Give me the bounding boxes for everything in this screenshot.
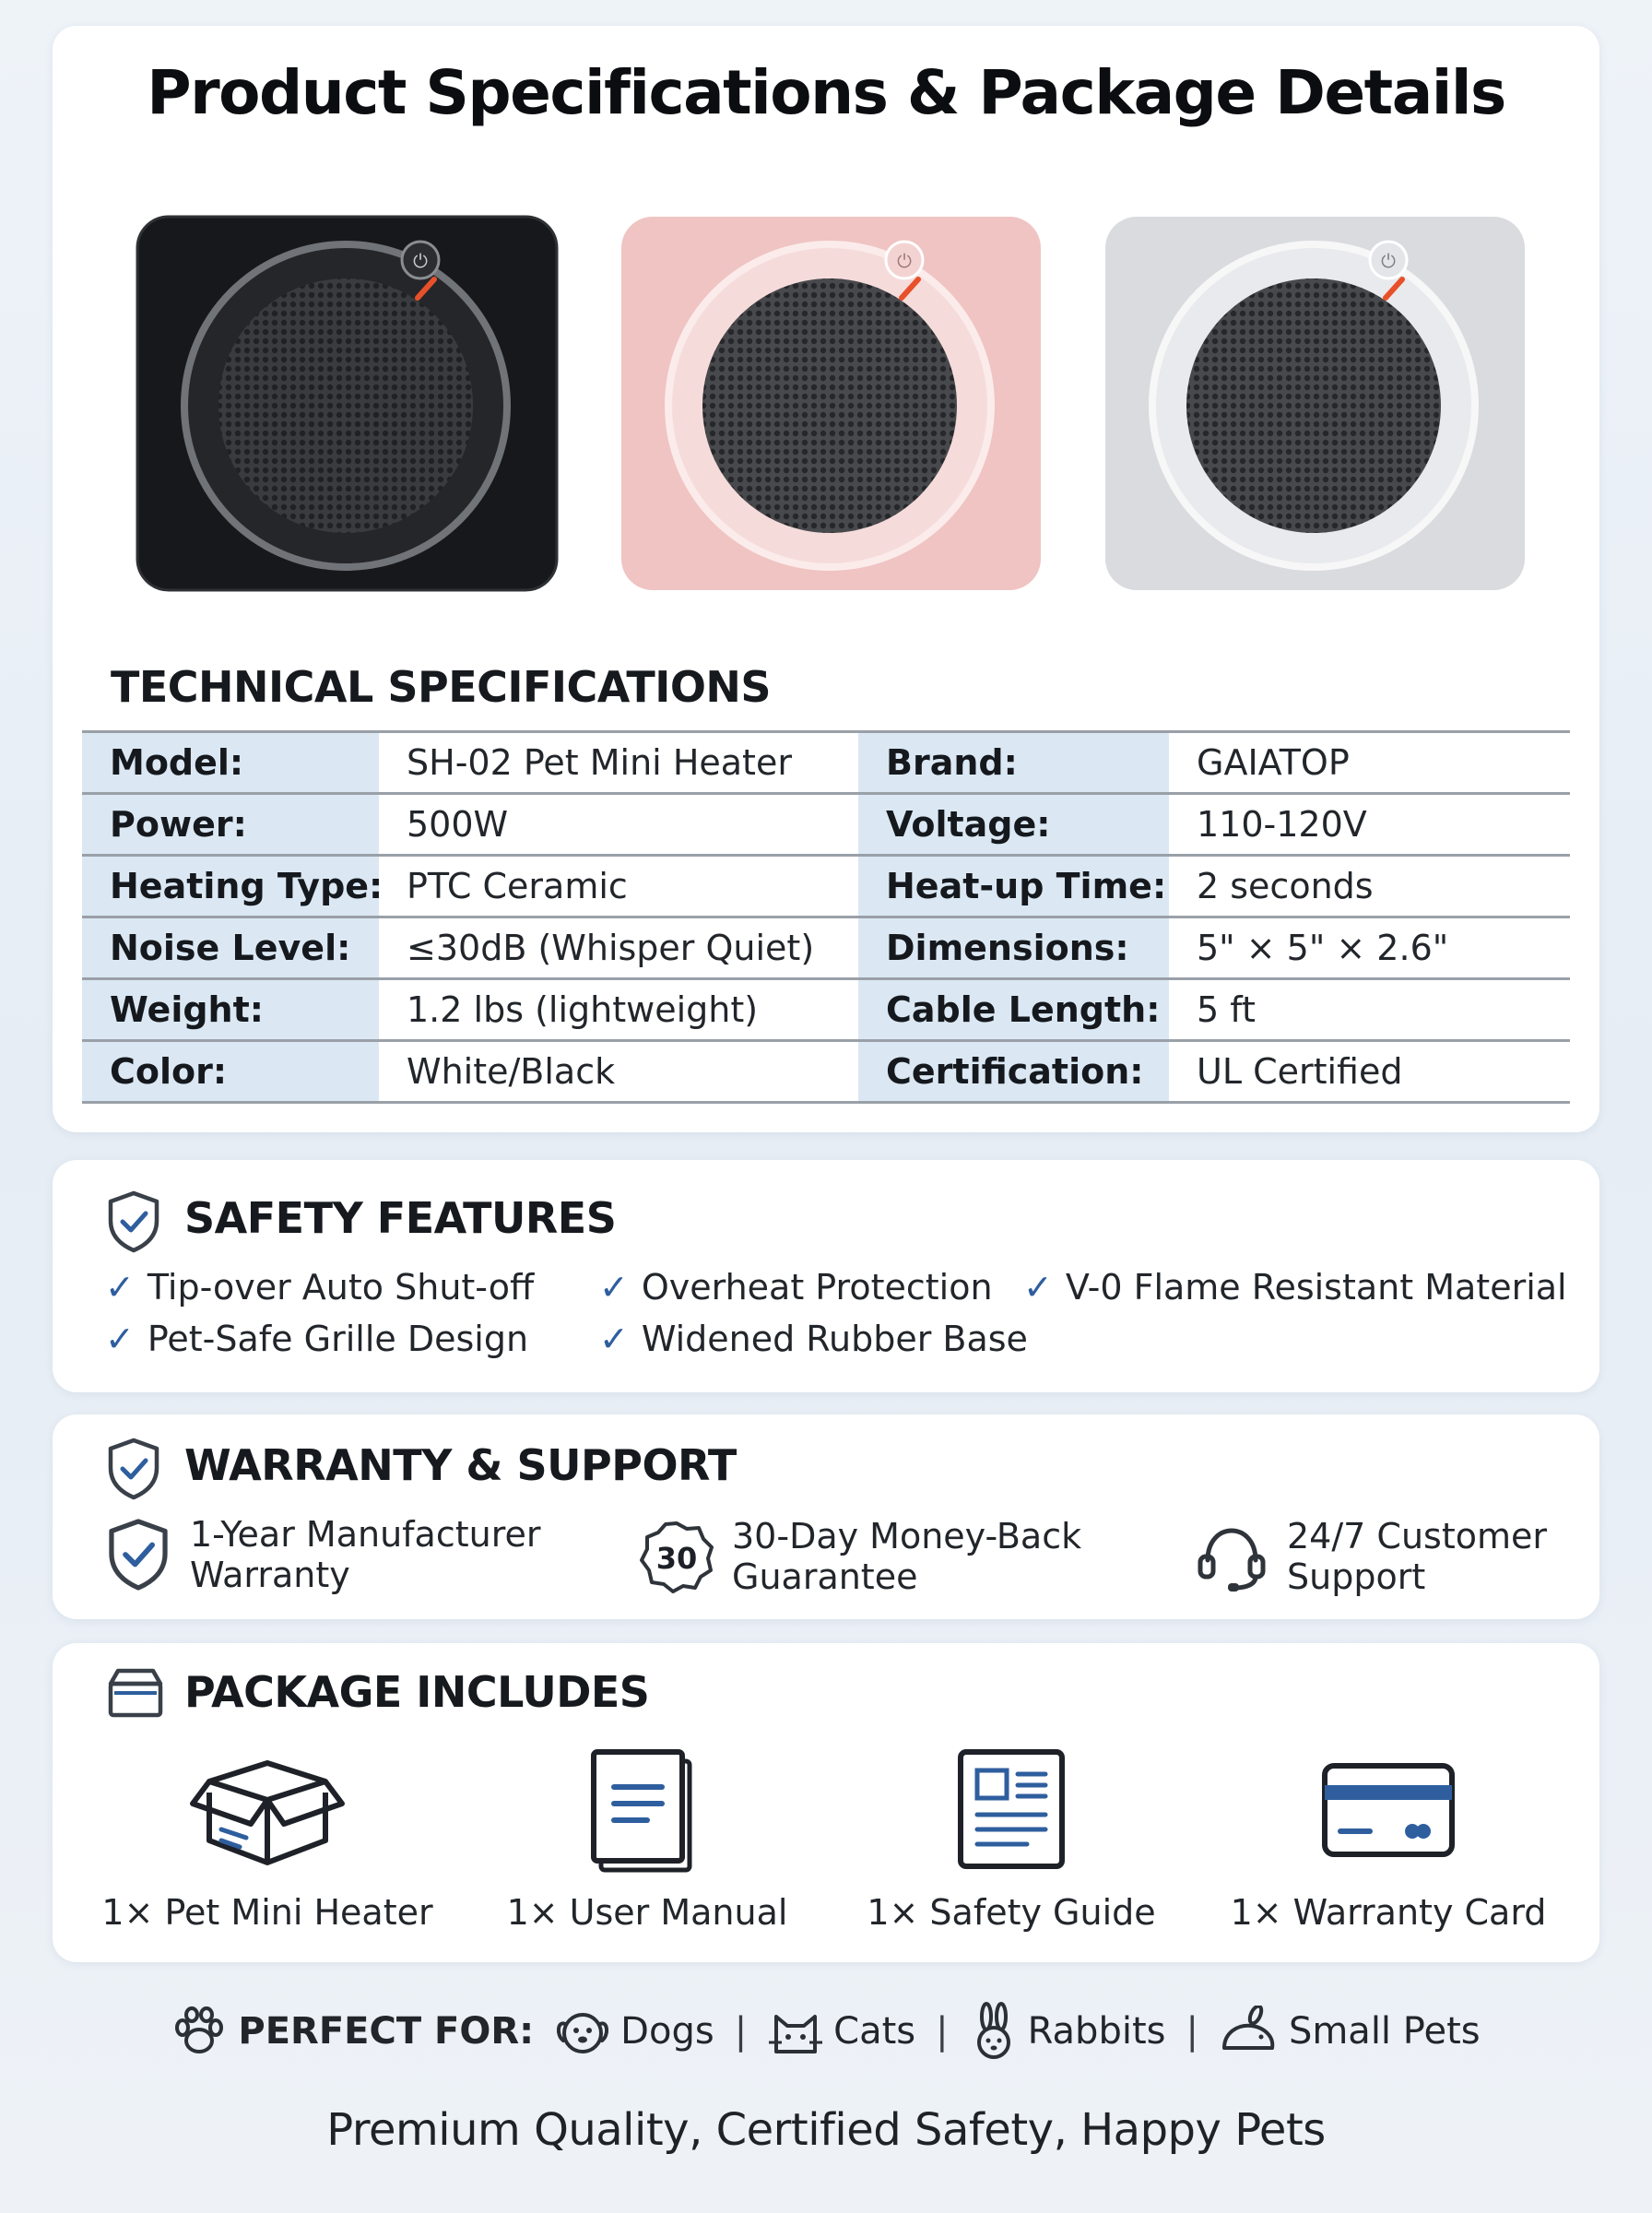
spec-label: Noise Level: [82, 917, 379, 979]
check-icon: ✓ [105, 1319, 135, 1359]
spec-value: 5 ft [1169, 979, 1570, 1041]
perfect-for-label: PERFECT FOR: [238, 2010, 535, 2053]
spec-value: 2 seconds [1169, 856, 1570, 917]
spec-value: 1.2 lbs (lightweight) [379, 979, 858, 1041]
spec-label: Cable Length: [858, 979, 1169, 1041]
spec-value: ≤30dB (Whisper Quiet) [379, 917, 858, 979]
warranty-item-line1: 30-Day Money-Back [732, 1516, 1082, 1556]
spec-value: White/Black [379, 1041, 858, 1103]
safety-feature [599, 1267, 993, 1308]
pet-dogs [554, 2004, 714, 2059]
pet-label: Dogs [620, 2010, 714, 2053]
warranty-support-heading: WARRANTY & SUPPORT [184, 1440, 737, 1490]
package-item-label: 1× Pet Mini Heater [101, 1892, 433, 1933]
check-icon: ✓ [105, 1267, 135, 1308]
svg-text:⏻: ⏻ [1381, 250, 1396, 272]
user-manual-icon [590, 1746, 701, 1876]
spec-value: 500W [379, 794, 858, 856]
warranty-item-line2: Guarantee [732, 1556, 918, 1597]
package-item-label: 1× Warranty Card [1230, 1892, 1547, 1933]
spec-value: 5" × 5" × 2.6" [1169, 917, 1570, 979]
spec-label: Heating Type: [82, 856, 379, 917]
rabbit-icon [969, 2002, 1019, 2061]
feature-label: Overheat Protection [641, 1267, 993, 1308]
badge-number: 30 [655, 1541, 698, 1576]
table-row [82, 1041, 1570, 1103]
spec-value: PTC Ceramic [379, 856, 858, 917]
warranty-item [105, 1514, 540, 1595]
spec-value: GAIATOP [1169, 732, 1570, 794]
warranty-item-line1: 24/7 Customer [1287, 1516, 1547, 1556]
heater-image-black [132, 207, 565, 599]
check-icon: ✓ [599, 1319, 629, 1359]
feature-label: Widened Rubber Base [641, 1319, 1028, 1359]
pet-label: Cats [833, 2010, 916, 2053]
safety-feature [599, 1319, 1028, 1359]
check-icon: ✓ [1023, 1267, 1053, 1308]
spec-value: 110-120V [1169, 794, 1570, 856]
warranty-item-line2: Warranty [190, 1555, 350, 1595]
spec-label: Dimensions: [858, 917, 1169, 979]
pet-small-pets [1219, 2006, 1481, 2057]
table-row [82, 732, 1570, 794]
dog-icon [554, 2004, 611, 2059]
package-box-icon [105, 1665, 166, 1721]
spec-table [82, 730, 1570, 1104]
small-pet-icon [1219, 2006, 1280, 2057]
separator: | [1186, 2010, 1198, 2053]
spec-label: Color: [82, 1041, 379, 1103]
shield-check-icon [105, 1517, 171, 1592]
tagline: Premium Quality, Certified Safety, Happy Pets [326, 2104, 1326, 2156]
open-box-icon [189, 1745, 346, 1874]
safety-feature [105, 1267, 534, 1308]
warranty-item-line1: 1-Year Manufacturer [190, 1514, 541, 1555]
package-includes-heading: PACKAGE INCLUDES [184, 1667, 650, 1717]
pet-cats [767, 2004, 915, 2059]
perfect-for-row [0, 1999, 1652, 2064]
feature-label: Pet-Safe Grille Design [147, 1319, 529, 1359]
pet-label: Small Pets [1288, 2010, 1481, 2053]
pet-label: Rabbits [1027, 2010, 1166, 2053]
feature-label: V-0 Flame Resistant Material [1065, 1267, 1567, 1308]
spec-label: Model: [82, 732, 379, 794]
spec-value: UL Certified [1169, 1041, 1570, 1103]
shield-check-icon [105, 1189, 162, 1254]
page-title: Product Specifications & Package Details [147, 57, 1505, 128]
spec-label: Weight: [82, 979, 379, 1041]
warranty-card-icon [1320, 1761, 1457, 1859]
spec-label: Voltage: [858, 794, 1169, 856]
table-row [82, 856, 1570, 917]
table-row [82, 979, 1570, 1041]
spec-label: Heat-up Time: [858, 856, 1169, 917]
warranty-item-line2: Support [1287, 1556, 1426, 1597]
money-back-item [640, 1516, 1081, 1597]
pet-rabbits [969, 2002, 1166, 2061]
spec-value: SH-02 Pet Mini Heater [379, 732, 858, 794]
headset-icon [1195, 1520, 1268, 1593]
safety-feature [1023, 1267, 1567, 1308]
customer-support-item [1195, 1516, 1547, 1597]
heater-image-pink [616, 207, 1049, 599]
spec-label: Certification: [858, 1041, 1169, 1103]
check-icon: ✓ [599, 1267, 629, 1308]
table-row [82, 794, 1570, 856]
safety-feature [105, 1319, 528, 1359]
safety-guide-icon [955, 1746, 1068, 1872]
heater-image-silver [1100, 207, 1533, 599]
technical-specifications-heading: TECHNICAL SPECIFICATIONS [111, 662, 772, 712]
cat-icon [767, 2004, 824, 2059]
feature-label: Tip-over Auto Shut-off [147, 1267, 535, 1308]
svg-text:⏻: ⏻ [413, 250, 428, 272]
package-item-label: 1× Safety Guide [867, 1892, 1156, 1933]
spec-label: Brand: [858, 732, 1169, 794]
spec-label: Power: [82, 794, 379, 856]
svg-text:⏻: ⏻ [897, 250, 912, 272]
shield-check-icon [105, 1437, 162, 1501]
badge-30-icon [640, 1520, 714, 1593]
table-row [82, 917, 1570, 979]
safety-features-heading: SAFETY FEATURES [184, 1193, 617, 1243]
paw-icon [171, 2006, 227, 2057]
package-item-label: 1× User Manual [506, 1892, 788, 1933]
separator: | [734, 2010, 748, 2053]
separator: | [936, 2010, 949, 2053]
